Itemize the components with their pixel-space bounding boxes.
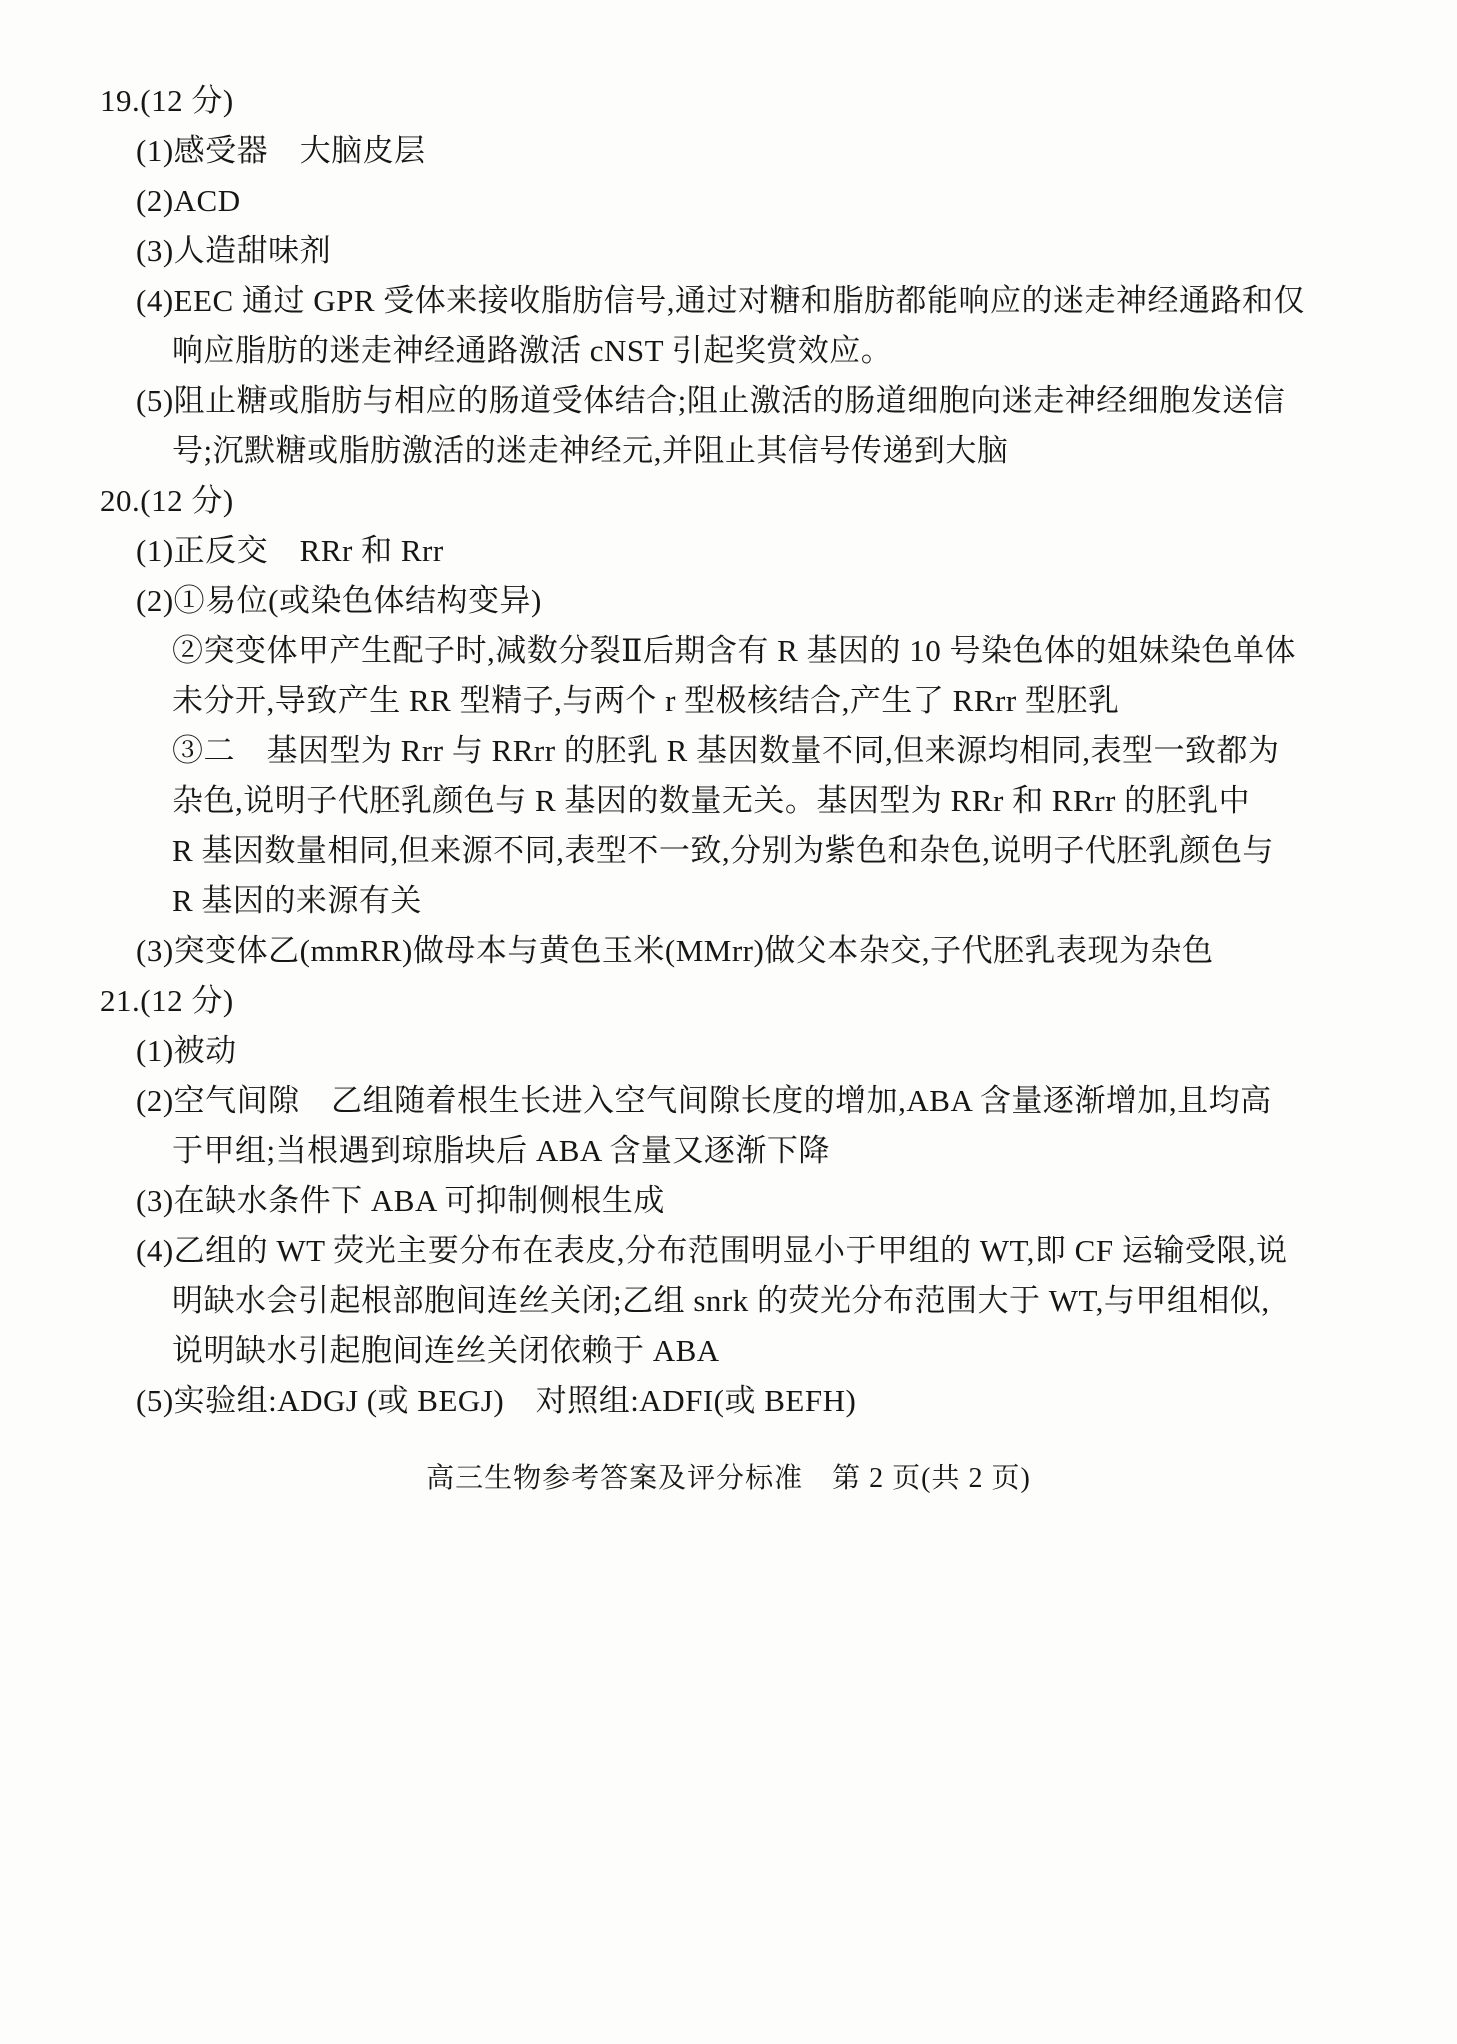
answer-line: 于甲组;当根遇到琼脂块后 ABA 含量又逐渐下降 — [172, 1133, 830, 1168]
answer-line: (3)人造甜味剂 — [136, 233, 332, 268]
answer-line: (1)正反交 RRr 和 Rrr — [136, 533, 444, 568]
answer-line: (3)在缺水条件下 ABA 可抑制侧根生成 — [136, 1183, 665, 1218]
answer-line: (1)感受器 大脑皮层 — [136, 133, 426, 168]
answer-line: (4)EEC 通过 GPR 受体来接收脂肪信号,通过对糖和脂肪都能响应的迷走神经通路和仅 — [136, 283, 1305, 318]
answer-line: ②突变体甲产生配子时,减数分裂Ⅱ后期含有 R 基因的 10 号染色体的姐妹染色单体 — [172, 633, 1296, 668]
answer-line: (5)实验组:ADGJ (或 BEGJ) 对照组:ADFI(或 BEFH) — [136, 1383, 857, 1418]
answer-line: 响应脂肪的迷走神经通路激活 cNST 引起奖赏效应。 — [172, 333, 893, 368]
answer-line: (1)被动 — [136, 1033, 237, 1068]
question-number: 19.(12 分) — [100, 83, 234, 118]
answer-line: 明缺水会引起根部胞间连丝关闭;乙组 snrk 的荧光分布范围大于 WT,与甲组相似, — [172, 1283, 1270, 1318]
page-footer: 高三生物参考答案及评分标准 第 2 页(共 2 页) — [426, 1463, 1031, 1494]
answer-line: (2)①易位(或染色体结构变异) — [136, 583, 542, 618]
question-number: 21.(12 分) — [100, 983, 234, 1018]
answer-line: 说明缺水引起胞间连丝关闭依赖于 ABA — [172, 1333, 720, 1368]
answer-sheet — [100, 76, 1397, 1426]
answer-line: 未分开,导致产生 RR 型精子,与两个 r 型极核结合,产生了 RRrr 型胚乳 — [172, 683, 1120, 718]
answer-line: 号;沉默糖或脂肪激活的迷走神经元,并阻止其信号传递到大脑 — [172, 433, 1009, 468]
answer-line: 杂色,说明子代胚乳颜色与 R 基因的数量无关。基因型为 RRr 和 RRrr 的胚乳中 — [172, 783, 1251, 818]
answer-line: (5)阻止糖或脂肪与相应的肠道受体结合;阻止激活的肠道细胞向迷走神经细胞发送信 — [136, 383, 1286, 418]
answer-line: R 基因数量相同,但来源不同,表型不一致,分别为紫色和杂色,说明子代胚乳颜色与 — [172, 833, 1274, 868]
answer-line: (2)空气间隙 乙组随着根生长进入空气间隙长度的增加,ABA 含量逐渐增加,且均高 — [136, 1083, 1272, 1118]
answer-line: ③二 基因型为 Rrr 与 RRrr 的胚乳 R 基因数量不同,但来源均相同,表型一致都为 — [172, 733, 1280, 768]
answer-line: R 基因的来源有关 — [172, 883, 422, 918]
answer-line: (3)突变体乙(mmRR)做母本与黄色玉米(MMrr)做父本杂交,子代胚乳表现为杂色 — [136, 933, 1214, 968]
question-number: 20.(12 分) — [100, 483, 234, 518]
answer-line: (4)乙组的 WT 荧光主要分布在表皮,分布范围明显小于甲组的 WT,即 CF 运输受限,说 — [136, 1233, 1288, 1268]
answer-line: (2)ACD — [136, 183, 241, 218]
